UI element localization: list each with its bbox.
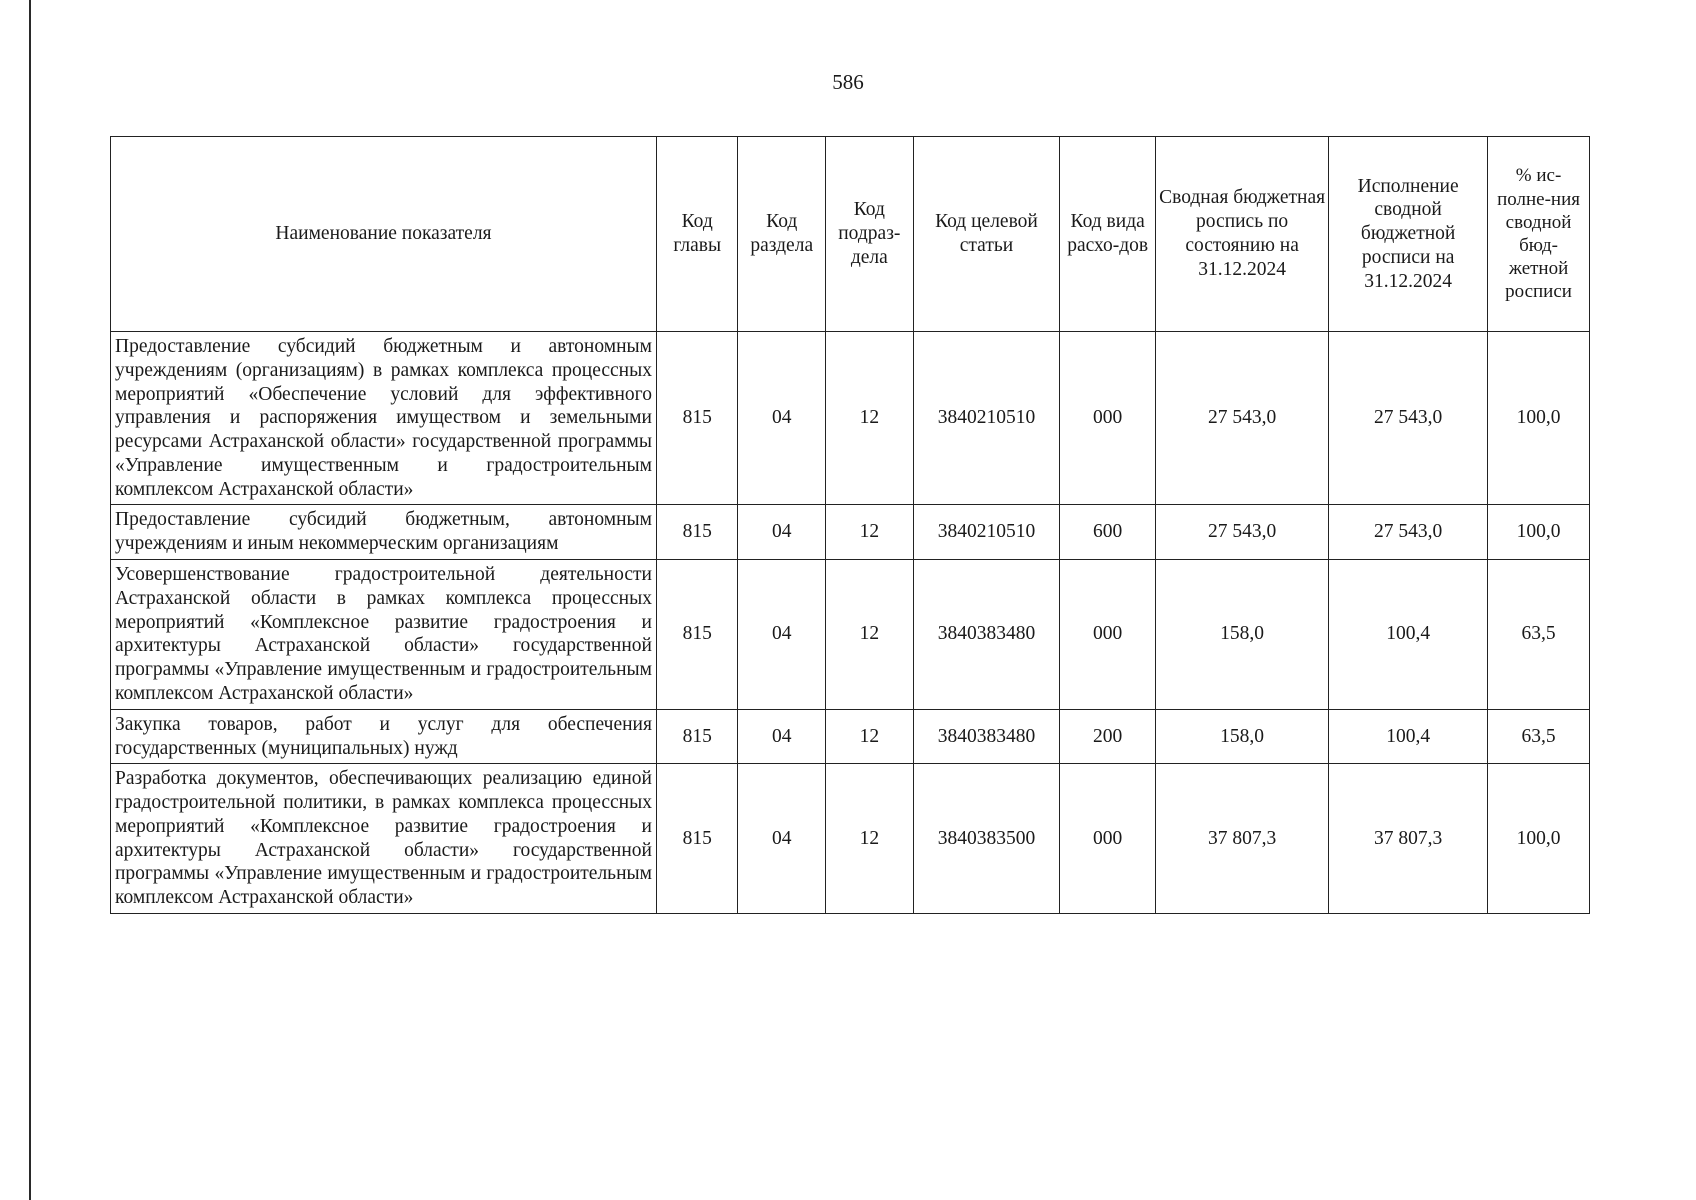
row-subsection-code: 12 <box>826 332 914 505</box>
row-budget-plan: 37 807,3 <box>1156 764 1329 914</box>
header-chapter-code: Код главы <box>656 137 737 332</box>
row-budget-plan: 27 543,0 <box>1156 505 1329 560</box>
row-budget-execution: 27 543,0 <box>1329 505 1488 560</box>
table-body <box>111 332 1590 914</box>
row-target-code: 3840210510 <box>913 332 1060 505</box>
header-execution-percent: % ис-полне-ния сводной бюд-жетной росписи <box>1488 137 1590 332</box>
page-margin-line <box>29 0 31 1200</box>
row-subsection-code: 12 <box>826 764 914 914</box>
row-section-code: 04 <box>738 764 826 914</box>
row-expense-code: 000 <box>1060 332 1156 505</box>
row-section-code: 04 <box>738 709 826 764</box>
row-budget-plan: 27 543,0 <box>1156 332 1329 505</box>
row-expense-code: 200 <box>1060 709 1156 764</box>
row-section-code: 04 <box>738 505 826 560</box>
row-execution-percent: 100,0 <box>1488 764 1590 914</box>
page-number: 586 <box>832 70 864 94</box>
row-expense-code: 000 <box>1060 764 1156 914</box>
header-subsection-code: Код подраз-дела <box>826 137 914 332</box>
header-budget-execution: Исполнение сводной бюджетной росписи на 31.12.2024 <box>1329 137 1488 332</box>
row-budget-execution: 27 543,0 <box>1329 332 1488 505</box>
header-expense-code: Код вида расхо-дов <box>1060 137 1156 332</box>
row-execution-percent: 63,5 <box>1488 709 1590 764</box>
row-budget-execution: 37 807,3 <box>1329 764 1488 914</box>
row-budget-plan: 158,0 <box>1156 560 1329 710</box>
header-name: Наименование показателя <box>111 137 657 332</box>
table-row <box>111 332 1590 505</box>
row-target-code: 3840383480 <box>913 560 1060 710</box>
row-name-cell: Предоставление субсидий бюджетным и автономным учреждениям (организациям) в рамках комплекса процессных мероприятий «Обеспечение условий для эффективного управления и распоряжения имуществом и земельными ресурсами Астраханской области» государственной программы «Управление имущественным и градостроительным комплексом Астраханской области» <box>111 332 657 505</box>
row-target-code: 3840210510 <box>913 505 1060 560</box>
row-expense-code: 600 <box>1060 505 1156 560</box>
table-row <box>111 764 1590 914</box>
table-row <box>111 505 1590 560</box>
row-subsection-code: 12 <box>826 505 914 560</box>
row-chapter-code: 815 <box>656 560 737 710</box>
row-target-code: 3840383480 <box>913 709 1060 764</box>
header-section-code: Код раздела <box>738 137 826 332</box>
row-target-code: 3840383500 <box>913 764 1060 914</box>
row-execution-percent: 100,0 <box>1488 332 1590 505</box>
row-execution-percent: 63,5 <box>1488 560 1590 710</box>
row-subsection-code: 12 <box>826 560 914 710</box>
row-name-cell: Закупка товаров, работ и услуг для обеспечения государственных (муниципальных) нужд <box>111 709 657 764</box>
row-chapter-code: 815 <box>656 332 737 505</box>
row-section-code: 04 <box>738 560 826 710</box>
row-expense-code: 000 <box>1060 560 1156 710</box>
table-header <box>111 137 1590 332</box>
row-subsection-code: 12 <box>826 709 914 764</box>
row-execution-percent: 100,0 <box>1488 505 1590 560</box>
header-row <box>111 137 1590 332</box>
row-name-cell: Усовершенствование градостроительной деятельности Астраханской области в рамках комплекса процессных мероприятий «Комплексное развитие градостроения и архитектуры Астраханской области» государственной программы «Управление имущественным и градостроительным комплексом Астраханской области» <box>111 560 657 710</box>
row-chapter-code: 815 <box>656 709 737 764</box>
table-row <box>111 709 1590 764</box>
row-name-cell: Предоставление субсидий бюджетным, автономным учреждениям и иным некоммерческим организациям <box>111 505 657 560</box>
row-name-cell: Разработка документов, обеспечивающих реализацию единой градостроительной политики, в рамках комплекса процессных мероприятий «Комплексное развитие градостроения и архитектуры Астраханской области» государственной программы «Управление имущественным и градостроительным комплексом Астраханской области» <box>111 764 657 914</box>
row-section-code: 04 <box>738 332 826 505</box>
row-chapter-code: 815 <box>656 505 737 560</box>
row-chapter-code: 815 <box>656 764 737 914</box>
row-budget-execution: 100,4 <box>1329 709 1488 764</box>
header-target-code: Код целевой статьи <box>913 137 1060 332</box>
budget-table <box>110 136 1590 914</box>
header-budget-plan: Сводная бюджетная роспись по состоянию на 31.12.2024 <box>1156 137 1329 332</box>
table-row <box>111 560 1590 710</box>
row-budget-plan: 158,0 <box>1156 709 1329 764</box>
row-budget-execution: 100,4 <box>1329 560 1488 710</box>
